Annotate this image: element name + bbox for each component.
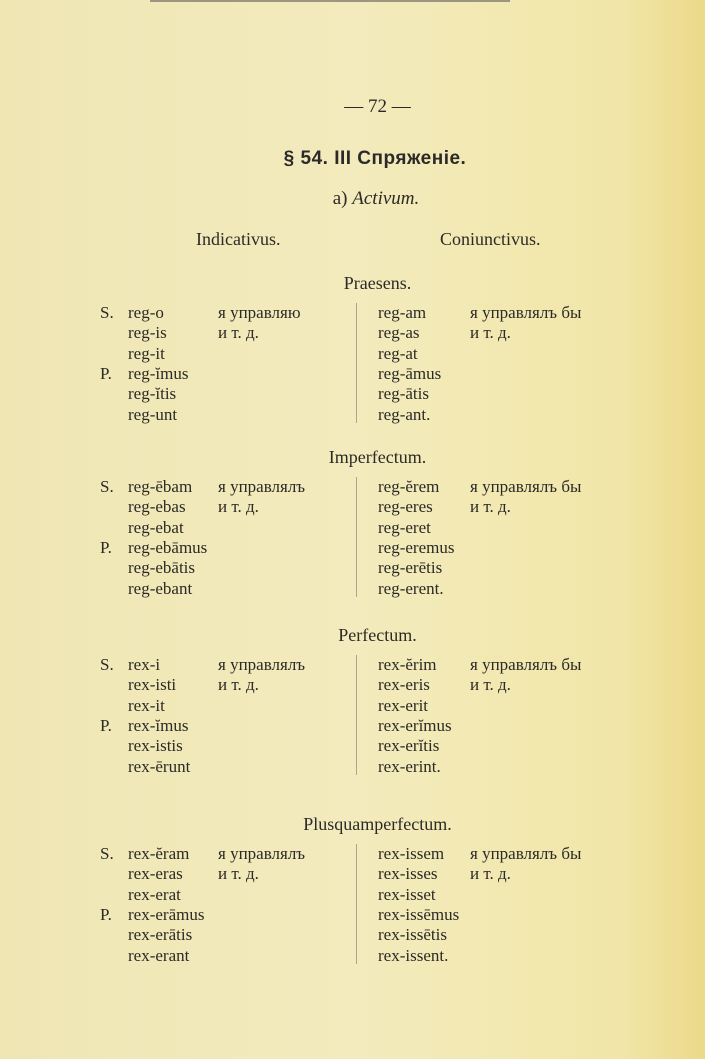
tense-heading: Praesens. bbox=[343, 273, 412, 293]
section-title: § 54. III Спряженіе. bbox=[283, 148, 467, 169]
subjunctive-form: rex-isses bbox=[378, 864, 438, 884]
subjunctive-form: reg-ant. bbox=[378, 404, 431, 424]
indicative-form: reg-unt bbox=[128, 404, 178, 424]
indicative-form: rex-eras bbox=[128, 864, 183, 884]
page-top-edge bbox=[150, 0, 510, 2]
indicative-form: reg-it bbox=[128, 343, 165, 363]
conjugation-row bbox=[0, 558, 705, 578]
conjugation-row bbox=[0, 497, 705, 517]
conjugation-row bbox=[0, 736, 705, 756]
page-number: — 72 — bbox=[344, 96, 411, 117]
indicative-gloss: и т. д. bbox=[218, 323, 259, 343]
conjugation-row bbox=[0, 696, 705, 716]
indicative-form: rex-erant bbox=[128, 945, 190, 965]
tense-heading: Imperfectum. bbox=[328, 447, 427, 467]
indicative-form: reg-ēbam bbox=[128, 477, 193, 496]
tense-heading: Plusquamperfectum. bbox=[303, 814, 452, 834]
subjunctive-form: rex-erĭtis bbox=[378, 736, 440, 756]
indicative-form: reg-ebāmus bbox=[128, 537, 208, 557]
indicative-form: reg-ĭmus bbox=[128, 363, 189, 383]
indicative-gloss: я управляю bbox=[218, 303, 301, 322]
conjugation-row bbox=[0, 518, 705, 538]
indicative-gloss: я управлялъ bbox=[218, 655, 306, 674]
voice-name: Activum. bbox=[352, 188, 420, 209]
subjunctive-form: rex-isset bbox=[378, 884, 436, 904]
indicative-form: reg-ebat bbox=[128, 517, 184, 537]
number-label: S. bbox=[100, 477, 114, 496]
indicative-form: reg-o bbox=[128, 303, 164, 322]
indicative-gloss: и т. д. bbox=[218, 864, 259, 884]
subjunctive-form: reg-as bbox=[378, 323, 420, 343]
subjunctive-form: rex-issētis bbox=[378, 925, 447, 945]
number-label: S. bbox=[100, 303, 114, 322]
subjunctive-form: rex-erint. bbox=[378, 756, 441, 776]
subjunctive-form: rex-issēmus bbox=[378, 904, 460, 924]
voice-heading bbox=[0, 188, 705, 210]
subjunctive-form: reg-at bbox=[378, 343, 418, 363]
conjugation-row bbox=[0, 477, 705, 497]
conjugation-row bbox=[0, 946, 705, 966]
subjunctive-form: reg-eres bbox=[378, 497, 433, 517]
subjunctive-form: reg-āmus bbox=[378, 363, 442, 383]
subjunctive-form: rex-ĕrim bbox=[378, 655, 437, 674]
indicative-form: reg-ebant bbox=[128, 578, 193, 598]
conjugation-row bbox=[0, 405, 705, 425]
subjunctive-gloss: и т. д. bbox=[470, 323, 511, 343]
conjugation-row bbox=[0, 864, 705, 884]
subjunctive-form: rex-issent. bbox=[378, 945, 449, 965]
conjugation-row bbox=[0, 344, 705, 364]
indicative-form: rex-ērunt bbox=[128, 756, 191, 776]
number-label: P. bbox=[100, 537, 112, 557]
conjugation-row bbox=[0, 925, 705, 945]
number-label: S. bbox=[100, 844, 114, 863]
conjugation-row bbox=[0, 538, 705, 558]
subjunctive-gloss: и т. д. bbox=[470, 497, 511, 517]
subjunctive-form: reg-am bbox=[378, 303, 427, 322]
indicative-form: rex-i bbox=[128, 655, 161, 674]
indicative-form: rex-isti bbox=[128, 675, 177, 695]
conjugation-row bbox=[0, 885, 705, 905]
column-header-indicativus: Indicativus. bbox=[196, 229, 281, 249]
subjunctive-form: reg-eremus bbox=[378, 537, 455, 557]
indicative-form: rex-ĭmus bbox=[128, 715, 189, 735]
indicative-form: reg-ebātis bbox=[128, 558, 196, 578]
indicative-gloss: и т. д. bbox=[218, 497, 259, 517]
subjunctive-gloss: я управлялъ бы bbox=[470, 844, 582, 863]
number-label: S. bbox=[100, 655, 114, 674]
indicative-gloss: и т. д. bbox=[218, 675, 259, 695]
indicative-form: rex-istis bbox=[128, 736, 183, 756]
conjugation-row bbox=[0, 675, 705, 695]
indicative-form: rex-erāmus bbox=[128, 904, 205, 924]
voice-prefix: a) bbox=[332, 188, 348, 209]
subjunctive-form: rex-eris bbox=[378, 675, 430, 695]
conjugation-row bbox=[0, 384, 705, 404]
conjugation-row bbox=[0, 655, 705, 675]
conjugation-row bbox=[0, 364, 705, 384]
conjugation-row bbox=[0, 579, 705, 599]
conjugation-row bbox=[0, 757, 705, 777]
number-label: P. bbox=[100, 715, 112, 735]
subjunctive-form: rex-erit bbox=[378, 695, 429, 715]
tense-heading: Perfectum. bbox=[338, 625, 417, 645]
indicative-gloss: я управлялъ bbox=[218, 477, 306, 496]
subjunctive-gloss: и т. д. bbox=[470, 864, 511, 884]
indicative-form: rex-erātis bbox=[128, 925, 193, 945]
subjunctive-gloss: и т. д. bbox=[470, 675, 511, 695]
indicative-gloss: я управлялъ bbox=[218, 844, 306, 863]
indicative-form: rex-it bbox=[128, 695, 165, 715]
subjunctive-form: reg-erent. bbox=[378, 578, 444, 598]
indicative-form: rex-erat bbox=[128, 884, 181, 904]
conjugation-row bbox=[0, 323, 705, 343]
conjugation-row bbox=[0, 716, 705, 736]
number-label: P. bbox=[100, 363, 112, 383]
number-label: P. bbox=[100, 904, 112, 924]
indicative-form: reg-ebas bbox=[128, 497, 186, 517]
conjugation-row bbox=[0, 844, 705, 864]
indicative-form: reg-ĭtis bbox=[128, 384, 177, 404]
subjunctive-form: reg-eret bbox=[378, 517, 431, 537]
subjunctive-form: reg-ātis bbox=[378, 384, 429, 404]
conjugation-row bbox=[0, 905, 705, 925]
subjunctive-form: rex-erĭmus bbox=[378, 715, 452, 735]
subjunctive-gloss: я управлялъ бы bbox=[470, 477, 582, 496]
subjunctive-form: rex-issem bbox=[378, 844, 445, 863]
subjunctive-form: reg-ĕrem bbox=[378, 477, 440, 496]
indicative-form: reg-is bbox=[128, 323, 167, 343]
column-header-coniunctivus: Coniunctivus. bbox=[440, 229, 541, 249]
subjunctive-form: reg-erētis bbox=[378, 558, 443, 578]
subjunctive-gloss: я управлялъ бы bbox=[470, 655, 582, 674]
conjugation-row bbox=[0, 303, 705, 323]
subjunctive-gloss: я управлялъ бы bbox=[470, 303, 582, 322]
indicative-form: rex-ĕram bbox=[128, 844, 190, 863]
